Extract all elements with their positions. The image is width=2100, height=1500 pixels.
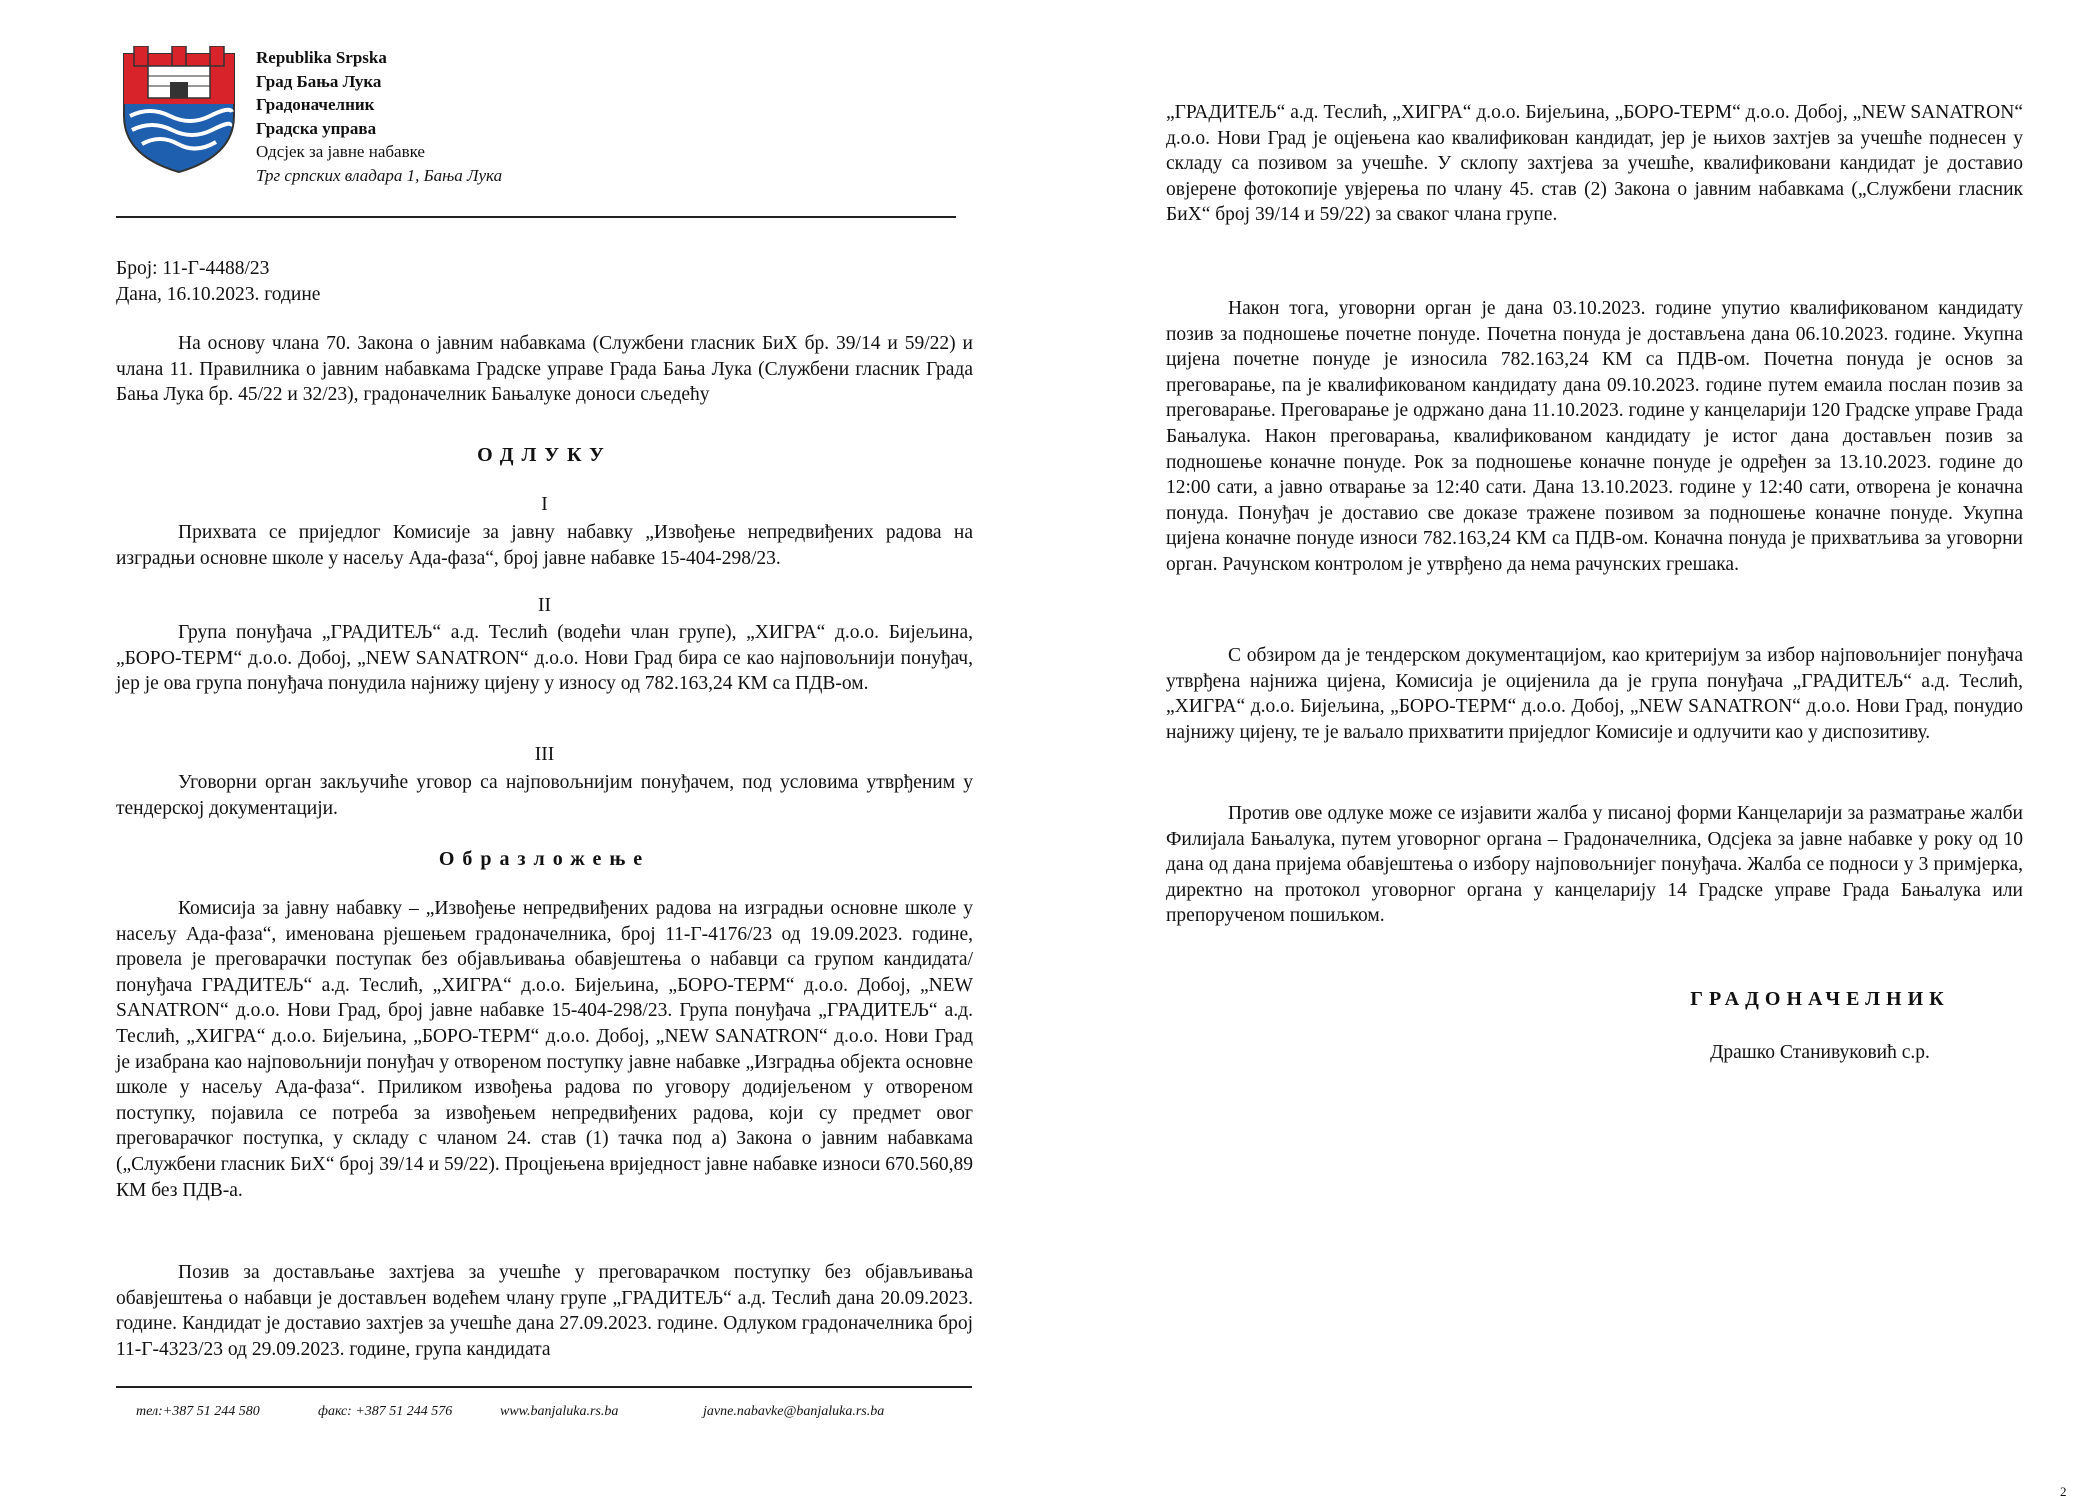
section-1-number: I — [541, 494, 548, 515]
section-2-text: Група понуђача „ГРАДИТЕЉ“ а.д. Теслић (водећи члан групе), „ХИГРА“ д.о.о. Бијељина, „БОРО-ТЕРМ“ д.о.о. Добој, „NEW SANATRON“ д.о.о. Нови Град бира се као најповољнији понуђач, јер је ова група понуђача понудила најнижу цијену у износу од 782.163,24 КМ са ПДВ-ом. — [116, 622, 973, 695]
header-line-department: Одсјек за јавне набавке — [256, 142, 425, 161]
coat-of-arms-icon — [120, 46, 238, 174]
signature-role: ГРАДОНАЧЕЛНИК — [1690, 988, 1950, 1010]
footer-fax: факс: +387 51 244 576 — [318, 1404, 453, 1419]
page-2 — [1050, 0, 2100, 1500]
section-3-text: Уговорни орган закључиће уговор са најповољнијим понуђачем, под условима утврђеним у тендерској документацији. — [116, 772, 973, 819]
reasoning-title: Образложење — [438, 848, 651, 870]
section-2-number: II — [538, 595, 551, 616]
reasoning-paragraph-4: Након тога, уговорни орган је дана 03.10.2023. године упутио квалификованом кандидату позив за подношење почетне понуде. Почетна понуда је достављена дана 06.10.2023. године. Укупна цијена почетне понуде је износила 782.163,24 КМ са ПДВ-ом. Почетна понуда је основ за преговарање, па је квалификованом кандидату дана 09.10.2023. године путем емаила послан позив за преговарање. Преговарање је одржано дана 11.10.2023. године у канцеларији 120 Градске управе Града Бањалука. Након преговарања, квалификованом кандидату је истог дана достављен позив за подношење коначне понуде. Рок за подношење коначне понуде је одређен за 13.10.2023. године до 12:00 сати, а јавно отварање за 12:40 сати. Дана 13.10.2023. године у 12:40 сати, отворена је коначна понуда. Понуђач је доставио све доказе тражене позивом за подношење коначне понуде. Укупна цијена коначне понуде износи 782.163,24 КМ са ПДВ-ом. Коначна понуда је прихватљива за уговорни орган. Рачунском контролом је утврђено да нема рачунских грешака. — [1166, 298, 2023, 575]
section-3-number: III — [534, 744, 555, 765]
institution-header — [256, 46, 502, 187]
reasoning-paragraph-1: Комисија за јавну набавку – „Извођење непредвиђених радова на изградњи основне школе у насељу Ада-фаза“, именована рјешењем градоначелника, број 11-Г-4176/23 од 19.09.2023. године, провела је преговарачки поступак без објављивања обавјештења о набавци са групом кандидата/понуђача ГРАДИТЕЉ“ а.д. Теслић, „ХИГРА“ д.о.о. Бијељина, „БОРО-ТЕРМ“ д.о.о. Добој, „NEW SANATRON“ д.о.о. Нови Град, број јавне набавке 15-404-298/23. Група понуђача „ГРАДИТЕЉ“ а.д. Теслић, „ХИГРА“ д.о.о. Бијељина, „БОРО-ТЕРМ“ д.о.о. Добој, „NEW SANATRON“ д.о.о. Нови Град је изабрана као најповољнији понуђач у отвореном поступку јавне набавке „Изградња објекта основне школе у насељу Ада-фаза“. Приликом извођења радова по уговору додијељеном у отвореном поступку, појавила се потреба за извођењем непредвиђених радова, који су предмет овог преговарачког поступка, у складу с чланом 24. став (1) тачка под а) Закона о јавним набавкама („Службени гласник БиХ“ број 39/14 и 59/22). Процјењена вриједност јавне набавке износи 670.560,89 КМ без ПДВ-а. — [116, 898, 973, 1201]
header-line-city: Град Бања Лука — [256, 71, 382, 91]
decision-title: ОДЛУКУ — [477, 444, 612, 466]
appeal-paragraph: Против ове одлуке може се изјавити жалба у писаној форми Канцеларији за разматрање жалби Филијала Бањалука, путем уговорног органа – Градоначелника, Одсјека за јавне набавке у року од 10 дана од дана пријема обавјештења о избору најповољнијег понуђача. Жалба се подноси у 3 примјерка, директно на протокол уговорног органа у канцеларију 14 Градске управе Града Бањалука или препорученом пошиљком. — [1166, 803, 2023, 927]
intro-paragraph: На основу члана 70. Закона о јавним набавкама (Службени гласник БиХ бр. 39/14 и 59/22) и члана 11. Правилника о јавним набавкама Градске управе Града Бања Лука (Службени гласник Града Бања Лука бр. 45/22 и 32/23), градоначелник Бањалуке доноси сљедећу — [116, 333, 973, 406]
reasoning-paragraph-2: Позив за достављање захтјева за учешће у преговарачком поступку без објављивања обавјештења о набавци је достављен водећем члану групе „ГРАДИТЕЉ“ а.д. Теслић дана 20.09.2023. године. Кандидат је доставио захтјев за учешће дана 27.09.2023. године. Одлуком градоначелника број 11-Г-4323/23 од 29.09.2023. године, група кандидата — [116, 1262, 973, 1360]
document-meta — [116, 256, 976, 307]
section-1-text: Прихвата се приједлог Комисије за јавну набавку „Извођење непредвиђених радова на изградњи основне школе у насељу Ада-фаза“, број јавне набавке 15-404-298/23. — [116, 522, 973, 569]
reasoning-paragraph-5: С обзиром да је тендерском документацијом, као критеријум за избор најповољнијег понуђача утврђена најнижа цијена, Комисија је оцијенила да је група понуђача „ГРАДИТЕЉ“ а.д. Теслић, „ХИГРА“ д.о.о. Бијељина, „БОРО-ТЕРМ“ д.о.о. Добој, „NEW SANATRON“ д.о.о. Нови Град, понудио најнижу цијену, те је ваљало прихватити приједлог Комисије и одлучити као у диспозитиву. — [1166, 645, 2023, 743]
footer-email: javne.nabavke@banjaluka.rs.ba — [703, 1404, 885, 1419]
document-date: Дана, 16.10.2023. године — [116, 283, 321, 305]
header-line-republic: Republika Srpska — [256, 48, 387, 67]
page-number: 2 — [2060, 1484, 2067, 1499]
footer-website: www.banjaluka.rs.ba — [500, 1404, 619, 1419]
footer-divider — [116, 1386, 972, 1388]
document-number: Број: 11-Г-4488/23 — [116, 258, 270, 279]
header-line-address: Трг српских владара 1, Бања Лука — [256, 165, 503, 185]
reasoning-paragraph-3: „ГРАДИТЕЉ“ а.д. Теслић, „ХИГРА“ д.о.о. Бијељина, „БОРО-ТЕРМ“ д.о.о. Добој, „NEW SANATRON“ д.о.о. Нови Град је оцјењена као квалификован кандидат, јер је њихов захтјев за учешће поднесен у складу са позивом за учешће. У склопу захтјева за учешће, квалификовани кандидат је доставио овјерене фотокопије увјерења по члану 45. став (2) Закона о јавним набавкама („Службени гласник БиХ“ број 39/14 и 59/22) за сваког члана групе. — [1166, 102, 2023, 226]
signature-name: Драшко Станивуковић с.р. — [1710, 1042, 1930, 1063]
header-line-administration: Градска управа — [256, 118, 377, 138]
header-divider — [116, 216, 956, 218]
header-line-mayor: Градоначелник — [256, 95, 375, 114]
footer-phone: тел:+387 51 244 580 — [136, 1404, 260, 1419]
